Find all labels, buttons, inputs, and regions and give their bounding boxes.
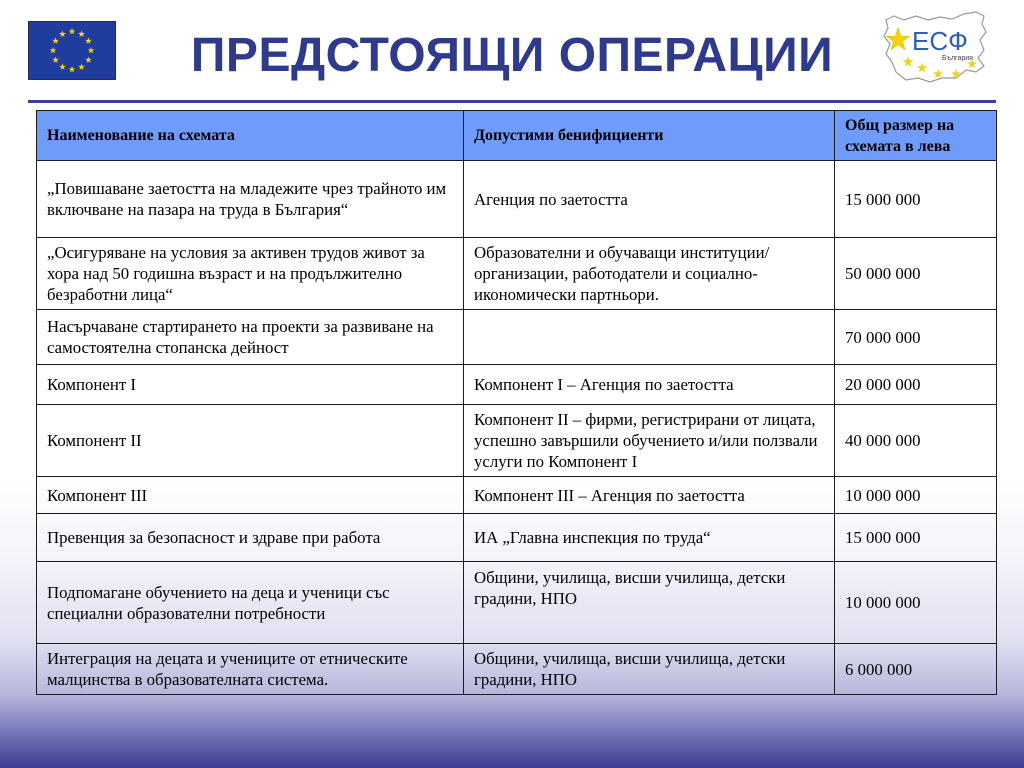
cell-amount: 50 000 000 <box>835 238 997 310</box>
cell-beneficiaries: Компонент II – фирми, регистрирани от лицата, успешно завършили обучението и/или ползвали услуги по Компонент I <box>464 405 835 477</box>
table-row <box>37 161 997 238</box>
cell-scheme: Компонент III <box>37 477 464 514</box>
table-row <box>37 477 997 514</box>
cell-amount: 70 000 000 <box>835 310 997 365</box>
cell-beneficiaries: ИА „Главна инспекция по труда“ <box>464 514 835 562</box>
table-row <box>37 310 997 365</box>
cell-amount: 10 000 000 <box>835 562 997 644</box>
cell-scheme: Подпомагане обучението на деца и ученици със специални образователни потребности <box>37 562 464 644</box>
cell-scheme: „Осигуряване на условия за активен трудов живот за хора над 50 годишна възраст и на продължително безработни лица“ <box>37 238 464 310</box>
column-header-amount: Общ размер на схемата в лева <box>835 111 997 161</box>
table-row <box>37 405 997 477</box>
cell-amount: 20 000 000 <box>835 365 997 405</box>
cell-amount: 6 000 000 <box>835 644 997 695</box>
cell-amount: 15 000 000 <box>835 514 997 562</box>
cell-scheme: Насърчаване стартирането на проекти за развиване на самостоятелна стопанска дейност <box>37 310 464 365</box>
header-divider <box>28 100 996 103</box>
cell-beneficiaries <box>464 310 835 365</box>
cell-beneficiaries: Общини, училища, висши училища, детски градини, НПО <box>464 644 835 695</box>
esf-logo-text: ЕСФ <box>912 26 968 56</box>
cell-scheme: Интеграция на децата и учениците от етническите малцинства в образователната система. <box>37 644 464 695</box>
cell-beneficiaries: Компонент III – Агенция по заетостта <box>464 477 835 514</box>
esf-bulgaria-logo <box>880 8 992 88</box>
slide-title: ПРЕДСТОЯЩИ ОПЕРАЦИИ <box>190 29 834 82</box>
cell-amount: 40 000 000 <box>835 405 997 477</box>
table-row <box>37 365 997 405</box>
table-row <box>37 514 997 562</box>
cell-scheme: Компонент II <box>37 405 464 477</box>
column-header-scheme: Наименование на схемата <box>37 111 464 161</box>
cell-beneficiaries: Общини, училища, висши училища, детски градини, НПО <box>464 562 835 644</box>
operations-table <box>36 110 997 695</box>
table-header-row <box>37 111 997 161</box>
cell-amount: 10 000 000 <box>835 477 997 514</box>
cell-beneficiaries: Образователни и обучаващи институции/ организации, работодатели и социално-икономически партньори. <box>464 238 835 310</box>
table-row <box>37 644 997 695</box>
cell-scheme: Компонент I <box>37 365 464 405</box>
cell-beneficiaries: Компонент I – Агенция по заетостта <box>464 365 835 405</box>
table-row <box>37 562 997 644</box>
cell-beneficiaries: Агенция по заетостта <box>464 161 835 238</box>
esf-logo-subtext: България <box>942 55 973 62</box>
cell-scheme: „Повишаване заетостта на младежите чрез трайното им включване на пазара на труда в България“ <box>37 161 464 238</box>
table-row <box>37 238 997 310</box>
cell-scheme: Превенция за безопасност и здраве при работа <box>37 514 464 562</box>
column-header-beneficiaries: Допустими бенифициенти <box>464 111 835 161</box>
cell-amount: 15 000 000 <box>835 161 997 238</box>
